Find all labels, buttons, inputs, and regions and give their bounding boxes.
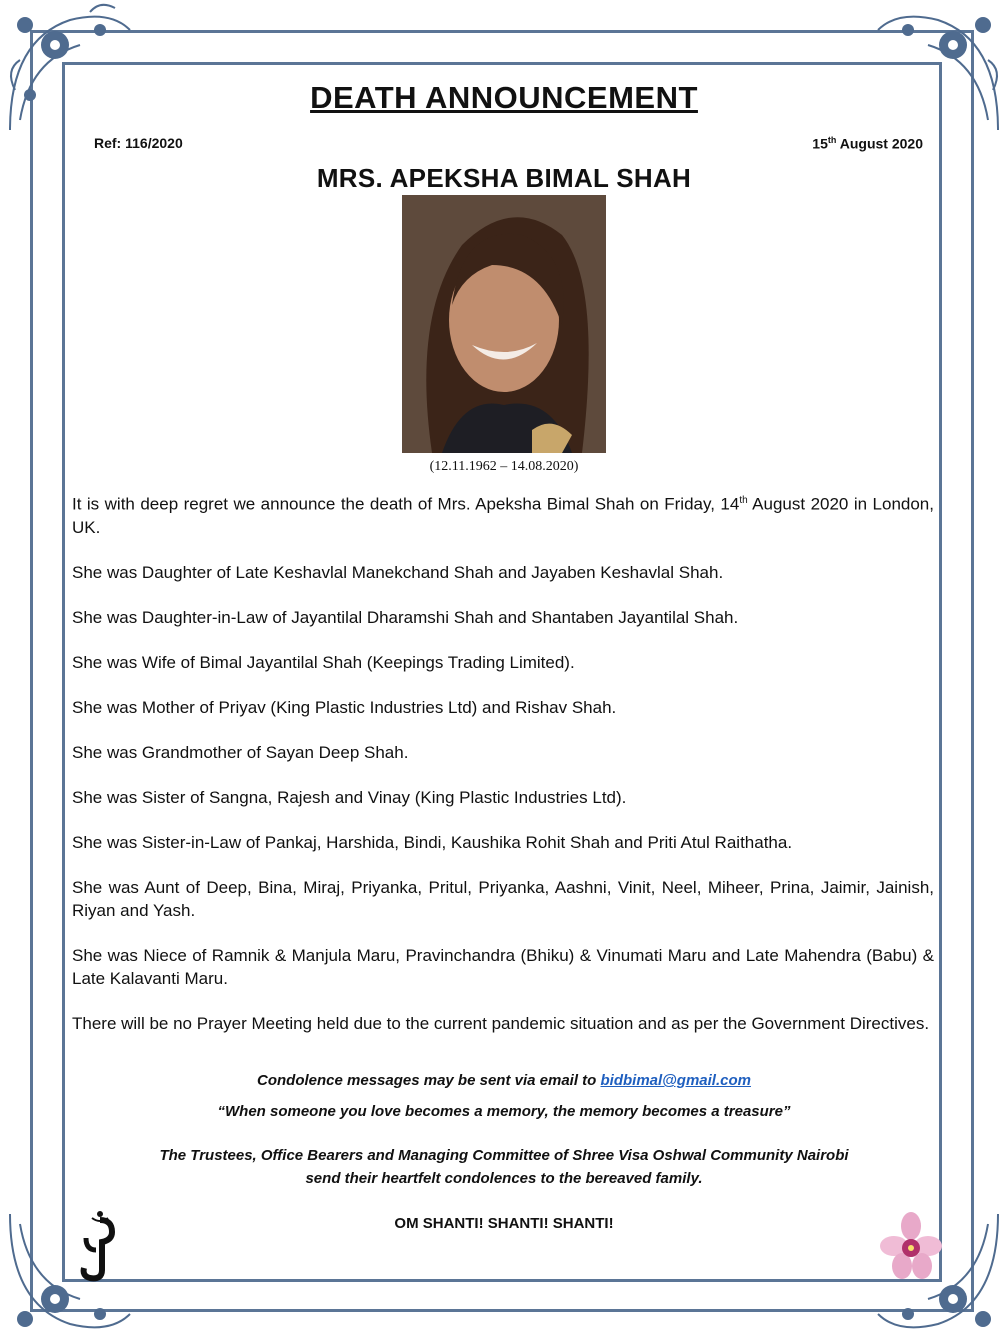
portrait-photo xyxy=(402,195,606,453)
prayer-meeting-notice: There will be no Prayer Meeting held due to the current pandemic situation and as per the Government Directives. xyxy=(72,1013,930,1033)
life-dates: (12.11.1962 – 14.08.2020) xyxy=(429,459,579,474)
family-paragraph: She was Sister-in-Law of Pankaj, Harshida, Bindi, Kaushika Rohit Shah and Priti Atul Raithatha. xyxy=(72,832,793,852)
announcement-date: 15th August 2020 xyxy=(812,135,923,152)
family-paragraph: She was Sister of Sangna, Rajesh and Vinay (King Plastic Industries Ltd). xyxy=(72,787,627,807)
family-paragraph: She was Mother of Priyav (King Plastic Industries Ltd) and Rishav Shah. xyxy=(72,697,617,717)
email-link[interactable]: bidbimal@gmail.com xyxy=(600,1072,751,1089)
family-paragraph: She was Grandmother of Sayan Deep Shah. xyxy=(72,742,409,762)
page-title: DEATH ANNOUNCEMENT xyxy=(310,80,698,115)
condolence-line: Condolence messages may be sent via email to bidbimal@gmail.com xyxy=(257,1072,751,1089)
reference-number: Ref: 116/2020 xyxy=(94,135,183,151)
intro-paragraph: It is with deep regret we announce the death of Mrs. Apeksha Bimal Shah on Friday, 14th August 2020 in London, UK. xyxy=(72,494,934,537)
family-paragraph: She was Daughter-in-Law of Jayantilal Dharamshi Shah and Shantaben Jayantilal Shah. xyxy=(72,607,739,627)
family-paragraph: She was Wife of Bimal Jayantilal Shah (Keepings Trading Limited). xyxy=(72,652,575,672)
deceased-name: MRS. APEKSHA BIMAL SHAH xyxy=(316,163,692,193)
orchid-flower-icon xyxy=(880,1212,942,1282)
trustees-message: The Trustees, Office Bearers and Managing Committee of Shree Visa Oshwal Community Nairobi send their heartfelt condolences to the bereaved family. xyxy=(159,1147,849,1187)
announcement-body xyxy=(72,489,934,1057)
closing-prayer: OM SHANTI! SHANTI! SHANTI! xyxy=(394,1215,614,1232)
family-paragraph: She was Niece of Ramnik & Manjula Maru, Pravinchandra (Bhiku) & Vinumati Maru and Late Mahendra (Babu) & Late Kalavanti Maru. xyxy=(72,945,934,988)
memorial-quote: “When someone you love becomes a memory, the memory becomes a treasure” xyxy=(217,1103,791,1120)
jain-symbol-icon xyxy=(78,1210,122,1282)
floral-corner-top-right xyxy=(868,0,1008,140)
family-paragraph: She was Daughter of Late Keshavlal Manekchand Shah and Jayaben Keshavlal Shah. xyxy=(72,562,724,582)
floral-corner-top-left xyxy=(0,0,140,140)
family-paragraph: She was Aunt of Deep, Bina, Miraj, Priyanka, Pritul, Priyanka, Aashni, Vinit, Neel, Miheer, Prina, Jaimir, Jainish, Riyan and Yash. xyxy=(72,877,934,920)
